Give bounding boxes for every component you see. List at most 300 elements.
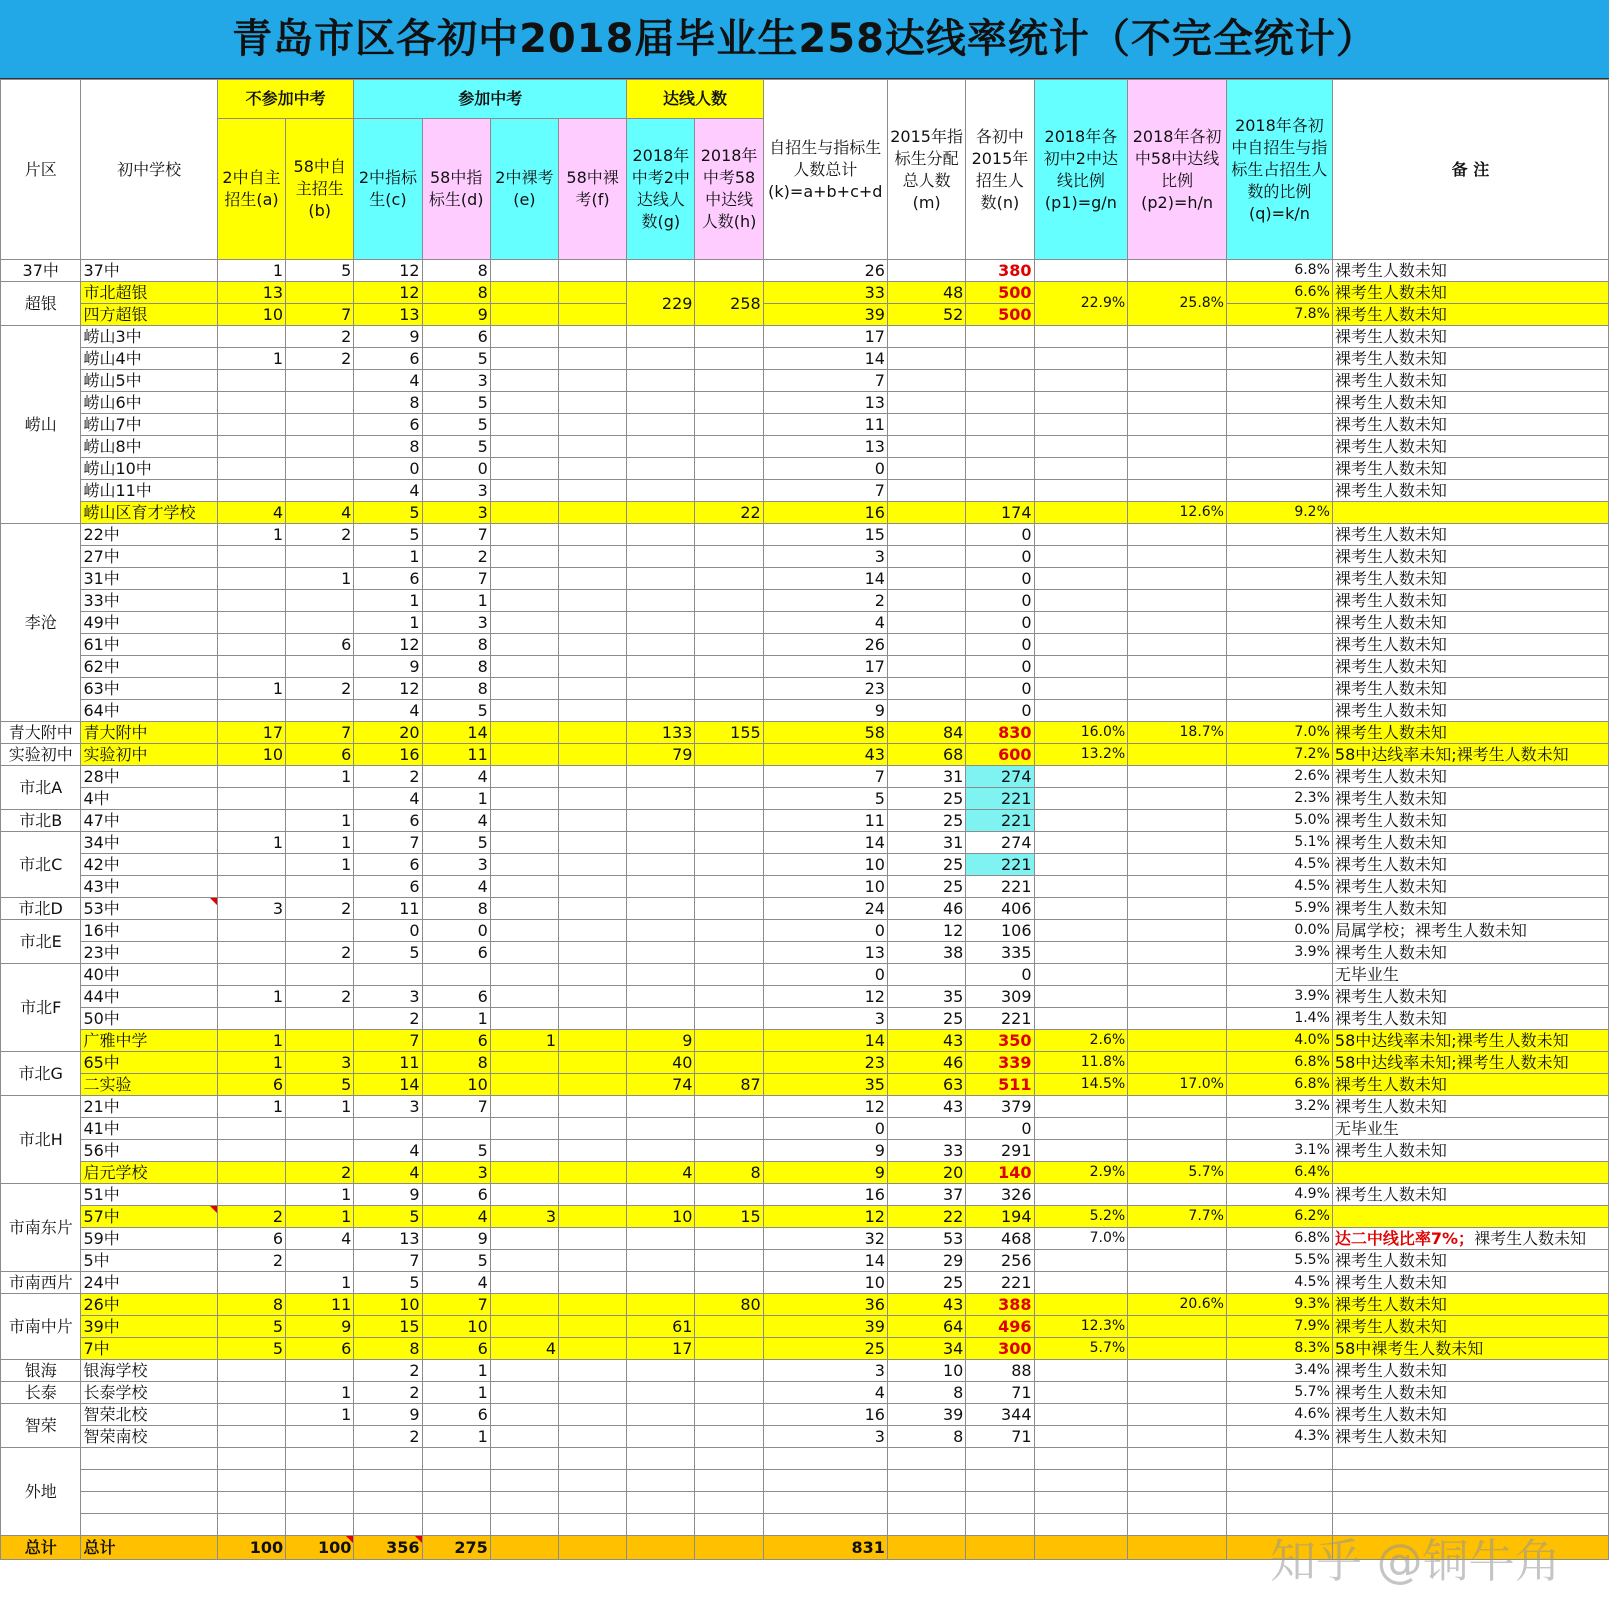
value-cell: 6 — [354, 414, 422, 436]
value-cell: 12 — [354, 678, 422, 700]
value-cell: 6 — [422, 326, 490, 348]
table-row — [1, 1338, 1609, 1360]
value-cell: 14 — [763, 1030, 887, 1052]
value-cell: 7 — [763, 766, 887, 788]
value-cell: 5.2% — [1034, 1206, 1128, 1228]
value-cell — [887, 458, 965, 480]
empty-cell — [354, 1514, 422, 1536]
header-p2: 2018年各初中58中达线比例(p2)=h/n — [1128, 80, 1227, 260]
table-row — [1, 1426, 1609, 1448]
value-cell: 6 — [217, 1228, 285, 1250]
value-cell — [286, 1426, 354, 1448]
empty-cell — [695, 1492, 763, 1514]
value-cell: 1 — [217, 348, 285, 370]
table-row — [1, 1228, 1609, 1250]
table-row — [1, 1294, 1609, 1316]
value-cell — [286, 612, 354, 634]
value-cell — [559, 964, 627, 986]
school-cell: 37中 — [81, 260, 217, 282]
value-cell — [1128, 986, 1227, 1008]
value-cell — [695, 832, 763, 854]
empty-cell — [966, 1514, 1034, 1536]
value-cell: 38 — [887, 942, 965, 964]
header-d: 58中指标生(d) — [422, 119, 490, 260]
value-cell: 5 — [422, 436, 490, 458]
district-cell: 长泰 — [1, 1382, 81, 1404]
value-cell — [217, 1426, 285, 1448]
value-cell: 3.9% — [1226, 942, 1332, 964]
value-cell: 5 — [354, 502, 422, 524]
note-cell: 裸考生人数未知 — [1332, 1382, 1608, 1404]
note-cell: 裸考生人数未知 — [1332, 392, 1608, 414]
empty-cell — [1332, 1448, 1608, 1470]
value-cell — [627, 568, 695, 590]
empty-cell — [1332, 1470, 1608, 1492]
note-cell: 裸考生人数未知 — [1332, 766, 1608, 788]
value-cell: 20 — [887, 1162, 965, 1184]
value-cell — [1128, 788, 1227, 810]
total-c: 356 — [354, 1536, 422, 1560]
value-cell — [1034, 634, 1128, 656]
value-cell — [627, 700, 695, 722]
value-cell: 4 — [354, 370, 422, 392]
value-cell — [695, 898, 763, 920]
value-cell: 2 — [354, 1008, 422, 1030]
value-cell: 10 — [763, 876, 887, 898]
value-cell — [1128, 1184, 1227, 1206]
value-cell — [1128, 1382, 1227, 1404]
value-cell — [490, 832, 558, 854]
value-cell: 1 — [422, 590, 490, 612]
value-cell — [1128, 898, 1227, 920]
table-row — [1, 1030, 1609, 1052]
value-cell — [559, 854, 627, 876]
value-cell: 4.5% — [1226, 1272, 1332, 1294]
district-cell: 市北B — [1, 810, 81, 832]
table-row — [1, 920, 1609, 942]
value-cell — [490, 304, 558, 326]
school-cell: 31中 — [81, 568, 217, 590]
value-cell — [1226, 568, 1332, 590]
value-cell: 2 — [286, 1162, 354, 1184]
header-m: 2015年指标生分配总人数(m) — [887, 80, 965, 260]
district-cell: 市北D — [1, 898, 81, 920]
value-cell — [1034, 964, 1128, 986]
value-cell: 4 — [422, 876, 490, 898]
district-cell: 市南西片 — [1, 1272, 81, 1294]
value-cell: 326 — [966, 1184, 1034, 1206]
school-cell: 34中 — [81, 832, 217, 854]
value-cell: 5 — [763, 788, 887, 810]
value-cell — [490, 1184, 558, 1206]
value-cell: 274 — [966, 766, 1034, 788]
value-cell — [1034, 568, 1128, 590]
empty-cell — [490, 1448, 558, 1470]
value-cell — [887, 524, 965, 546]
value-cell: 4 — [422, 766, 490, 788]
empty-cell — [354, 1492, 422, 1514]
total-k: 831 — [763, 1536, 887, 1560]
value-cell — [217, 876, 285, 898]
value-cell — [1226, 524, 1332, 546]
value-cell — [966, 370, 1034, 392]
value-cell: 406 — [966, 898, 1034, 920]
value-cell: 12 — [763, 1206, 887, 1228]
value-cell: 4.0% — [1226, 1030, 1332, 1052]
value-cell: 4 — [286, 502, 354, 524]
value-cell — [695, 1140, 763, 1162]
note-cell: 裸考生人数未知 — [1332, 304, 1608, 326]
value-cell: 25 — [887, 854, 965, 876]
value-cell: 39 — [887, 1404, 965, 1426]
value-cell: 24 — [763, 898, 887, 920]
value-cell — [559, 722, 627, 744]
value-cell — [627, 964, 695, 986]
table-row — [1, 898, 1609, 920]
value-cell — [354, 1118, 422, 1140]
value-cell: 34 — [887, 1338, 965, 1360]
value-cell — [627, 1426, 695, 1448]
note-cell: 裸考生人数未知 — [1332, 414, 1608, 436]
value-cell: 5 — [422, 1140, 490, 1162]
value-cell — [559, 766, 627, 788]
value-cell — [695, 370, 763, 392]
value-cell — [490, 1404, 558, 1426]
value-cell: 0 — [354, 458, 422, 480]
value-cell — [559, 436, 627, 458]
value-cell: 291 — [966, 1140, 1034, 1162]
value-cell: 8 — [887, 1382, 965, 1404]
value-cell: 17 — [217, 722, 285, 744]
value-cell — [490, 876, 558, 898]
value-cell — [559, 612, 627, 634]
value-cell — [627, 458, 695, 480]
value-cell: 309 — [966, 986, 1034, 1008]
empty-cell — [763, 1492, 887, 1514]
value-cell: 1 — [286, 568, 354, 590]
value-cell: 468 — [966, 1228, 1034, 1250]
value-cell — [1034, 392, 1128, 414]
value-cell: 71 — [966, 1426, 1034, 1448]
value-cell: 6 — [217, 1074, 285, 1096]
value-cell — [1226, 370, 1332, 392]
school-cell: 53中 — [81, 898, 217, 920]
school-cell: 青大附中 — [81, 722, 217, 744]
value-cell — [1034, 810, 1128, 832]
value-cell: 1 — [354, 612, 422, 634]
value-cell: 5 — [217, 1338, 285, 1360]
empty-cell — [422, 1448, 490, 1470]
value-cell — [627, 1250, 695, 1272]
table-row — [1, 524, 1609, 546]
value-cell: 9 — [763, 1162, 887, 1184]
value-cell — [887, 326, 965, 348]
note-cell: 裸考生人数未知 — [1332, 678, 1608, 700]
value-cell: 1.4% — [1226, 1008, 1332, 1030]
value-cell: 5 — [354, 1206, 422, 1228]
value-cell: 15 — [354, 1316, 422, 1338]
header-g: 2018年中考2中达线人数(g) — [627, 119, 695, 260]
empty-cell — [627, 1448, 695, 1470]
value-cell — [1128, 546, 1227, 568]
merged-cell: 22.9% — [1034, 282, 1128, 326]
value-cell: 35 — [763, 1074, 887, 1096]
empty-cell — [887, 1448, 965, 1470]
school-cell: 40中 — [81, 964, 217, 986]
value-cell — [559, 744, 627, 766]
value-cell — [695, 348, 763, 370]
empty-cell — [763, 1448, 887, 1470]
school-cell: 27中 — [81, 546, 217, 568]
value-cell: 61 — [627, 1316, 695, 1338]
value-cell — [217, 590, 285, 612]
total-d: 275 — [422, 1536, 490, 1560]
school-cell: 24中 — [81, 1272, 217, 1294]
value-cell: 3 — [422, 502, 490, 524]
note-cell: 裸考生人数未知 — [1332, 898, 1608, 920]
note-cell: 裸考生人数未知 — [1332, 436, 1608, 458]
value-cell: 9.3% — [1226, 1294, 1332, 1316]
table-row — [1, 700, 1609, 722]
note-cell: 裸考生人数未知 — [1332, 348, 1608, 370]
value-cell — [559, 1184, 627, 1206]
value-cell: 43 — [887, 1096, 965, 1118]
value-cell — [559, 348, 627, 370]
value-cell — [559, 282, 627, 304]
value-cell: 7.7% — [1128, 1206, 1227, 1228]
school-cell: 49中 — [81, 612, 217, 634]
value-cell — [559, 1426, 627, 1448]
value-cell: 5 — [217, 1316, 285, 1338]
value-cell: 84 — [887, 722, 965, 744]
value-cell: 17 — [763, 326, 887, 348]
value-cell: 0 — [966, 1118, 1034, 1140]
value-cell — [217, 920, 285, 942]
table-row — [1, 502, 1609, 524]
value-cell — [559, 1052, 627, 1074]
value-cell: 7 — [422, 568, 490, 590]
value-cell — [1034, 414, 1128, 436]
value-cell — [1226, 436, 1332, 458]
empty-cell — [1128, 1514, 1227, 1536]
value-cell: 4 — [217, 502, 285, 524]
value-cell — [559, 502, 627, 524]
note-cell: 裸考生人数未知 — [1332, 876, 1608, 898]
value-cell: 11.8% — [1034, 1052, 1128, 1074]
value-cell — [1034, 1250, 1128, 1272]
value-cell: 8 — [422, 634, 490, 656]
note-cell: 裸考生人数未知 — [1332, 590, 1608, 612]
value-cell: 13 — [354, 1228, 422, 1250]
table-row — [1, 1118, 1609, 1140]
value-cell — [627, 1008, 695, 1030]
value-cell: 2.6% — [1226, 766, 1332, 788]
value-cell — [490, 414, 558, 436]
value-cell — [217, 1118, 285, 1140]
header-b: 58中自主招生(b) — [286, 119, 354, 260]
value-cell: 22 — [887, 1206, 965, 1228]
value-cell — [559, 1382, 627, 1404]
value-cell: 4 — [763, 612, 887, 634]
value-cell — [490, 1382, 558, 1404]
value-cell — [286, 1140, 354, 1162]
value-cell — [559, 414, 627, 436]
value-cell — [559, 1008, 627, 1030]
header-a: 2中自主招生(a) — [217, 119, 285, 260]
value-cell — [1128, 480, 1227, 502]
note-cell: 58中达线率未知;裸考生人数未知 — [1332, 1052, 1608, 1074]
value-cell — [695, 1316, 763, 1338]
value-cell: 0 — [422, 458, 490, 480]
value-cell — [1034, 1404, 1128, 1426]
value-cell: 1 — [217, 260, 285, 282]
value-cell: 12 — [887, 920, 965, 942]
value-cell — [1034, 1008, 1128, 1030]
header-f: 58中裸考(f) — [559, 119, 627, 260]
value-cell: 11 — [422, 744, 490, 766]
note-cell: 裸考生人数未知 — [1332, 656, 1608, 678]
table-row — [1, 1250, 1609, 1272]
value-cell: 33 — [763, 282, 887, 304]
value-cell: 5.0% — [1226, 810, 1332, 832]
value-cell: 4.9% — [1226, 1184, 1332, 1206]
value-cell — [1034, 766, 1128, 788]
school-cell: 47中 — [81, 810, 217, 832]
value-cell: 344 — [966, 1404, 1034, 1426]
value-cell: 43 — [887, 1030, 965, 1052]
value-cell — [1226, 964, 1332, 986]
value-cell: 6.2% — [1226, 1206, 1332, 1228]
value-cell — [1128, 1360, 1227, 1382]
school-cell: 启元学校 — [81, 1162, 217, 1184]
value-cell: 4 — [354, 480, 422, 502]
value-cell: 3.2% — [1226, 1096, 1332, 1118]
value-cell: 4 — [354, 1140, 422, 1162]
value-cell — [887, 392, 965, 414]
empty-cell — [966, 1448, 1034, 1470]
district-cell: 市北A — [1, 766, 81, 810]
empty-cell — [763, 1514, 887, 1536]
value-cell: 2.3% — [1226, 788, 1332, 810]
school-cell: 63中 — [81, 678, 217, 700]
value-cell — [1128, 1338, 1227, 1360]
value-cell: 26 — [763, 634, 887, 656]
value-cell — [217, 326, 285, 348]
value-cell — [695, 1184, 763, 1206]
value-cell — [627, 1382, 695, 1404]
value-cell — [695, 810, 763, 832]
value-cell: 0 — [763, 964, 887, 986]
value-cell — [887, 436, 965, 458]
value-cell — [695, 458, 763, 480]
value-cell: 43 — [887, 1294, 965, 1316]
value-cell — [627, 634, 695, 656]
value-cell: 3.9% — [1226, 986, 1332, 1008]
value-cell: 0 — [763, 458, 887, 480]
value-cell — [559, 1140, 627, 1162]
school-cell: 4中 — [81, 788, 217, 810]
empty-cell — [286, 1514, 354, 1536]
value-cell — [217, 568, 285, 590]
value-cell — [1034, 546, 1128, 568]
empty-cell — [1034, 1470, 1128, 1492]
value-cell: 1 — [354, 546, 422, 568]
value-cell: 4.3% — [1226, 1426, 1332, 1448]
value-cell: 8 — [422, 1052, 490, 1074]
value-cell: 5 — [286, 260, 354, 282]
table-row — [1, 612, 1609, 634]
value-cell: 1 — [286, 1206, 354, 1228]
value-cell — [286, 282, 354, 304]
value-cell — [1034, 260, 1128, 282]
district-cell: 崂山 — [1, 326, 81, 524]
table-row — [1, 656, 1609, 678]
header-note: 备 注 — [1332, 80, 1608, 260]
value-cell: 3 — [354, 986, 422, 1008]
value-cell — [1128, 678, 1227, 700]
value-cell — [354, 964, 422, 986]
value-cell — [1128, 370, 1227, 392]
table-row — [1, 678, 1609, 700]
value-cell — [559, 304, 627, 326]
table-row — [1, 304, 1609, 326]
value-cell: 88 — [966, 1360, 1034, 1382]
value-cell: 64 — [887, 1316, 965, 1338]
value-cell — [966, 458, 1034, 480]
value-cell — [286, 370, 354, 392]
value-cell — [286, 1118, 354, 1140]
value-cell — [490, 1426, 558, 1448]
value-cell — [695, 1118, 763, 1140]
value-cell: 1 — [217, 1030, 285, 1052]
value-cell — [1034, 1140, 1128, 1162]
value-cell: 339 — [966, 1052, 1034, 1074]
value-cell — [695, 986, 763, 1008]
value-cell — [490, 1250, 558, 1272]
value-cell — [695, 1008, 763, 1030]
empty-cell — [887, 1492, 965, 1514]
value-cell — [695, 590, 763, 612]
value-cell: 25 — [887, 788, 965, 810]
value-cell: 26 — [763, 260, 887, 282]
value-cell — [887, 348, 965, 370]
school-cell: 崂山5中 — [81, 370, 217, 392]
value-cell: 68 — [887, 744, 965, 766]
value-cell: 80 — [695, 1294, 763, 1316]
value-cell — [217, 700, 285, 722]
value-cell — [1128, 458, 1227, 480]
value-cell: 3 — [422, 854, 490, 876]
value-cell — [695, 964, 763, 986]
value-cell: 2 — [286, 348, 354, 370]
value-cell: 388 — [966, 1294, 1034, 1316]
value-cell — [490, 348, 558, 370]
note-cell: 裸考生人数未知 — [1332, 1426, 1608, 1448]
value-cell — [966, 414, 1034, 436]
value-cell — [695, 1272, 763, 1294]
value-cell — [217, 1272, 285, 1294]
header-k: 自招生与指标生人数总计(k)=a+b+c+d — [763, 80, 887, 260]
value-cell — [695, 634, 763, 656]
value-cell: 0 — [966, 656, 1034, 678]
value-cell: 2 — [354, 1382, 422, 1404]
empty-cell — [559, 1448, 627, 1470]
value-cell: 4 — [422, 1272, 490, 1294]
value-cell — [559, 326, 627, 348]
value-cell — [490, 1228, 558, 1250]
value-cell — [887, 678, 965, 700]
value-cell — [695, 1404, 763, 1426]
